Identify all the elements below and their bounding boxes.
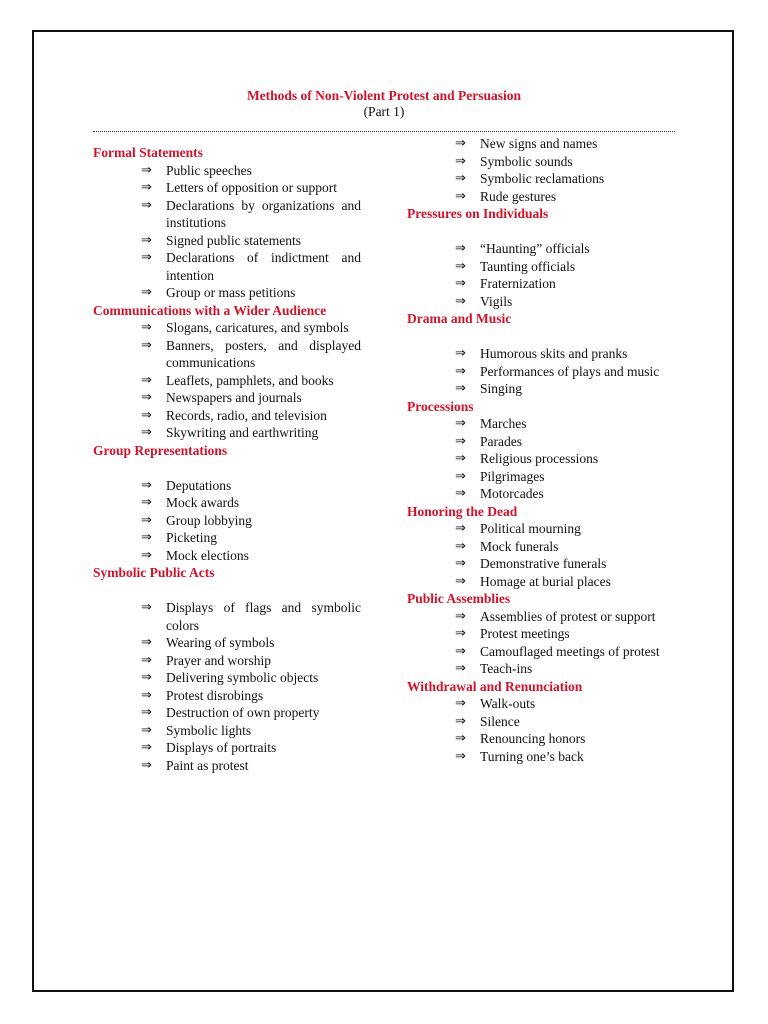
double-arrow-icon: ⇒ xyxy=(455,171,466,186)
list-item-text: Pilgrimages xyxy=(480,468,545,484)
list-item xyxy=(407,415,675,433)
double-arrow-icon: ⇒ xyxy=(455,188,466,204)
double-arrow-icon: ⇒ xyxy=(141,687,152,703)
double-arrow-icon: ⇒ xyxy=(141,232,152,248)
list-item-text: Motorcades xyxy=(480,486,544,501)
list-item-text: Prayer and worship xyxy=(166,652,271,668)
list-item xyxy=(407,188,675,206)
list-item xyxy=(407,643,675,661)
list-item-text: Religious processions xyxy=(480,451,599,466)
double-arrow-icon: ⇒ xyxy=(141,285,152,300)
double-arrow-icon: ⇒ xyxy=(141,635,152,650)
list-item-text: Mock awards xyxy=(166,495,240,510)
list-item xyxy=(93,424,361,442)
list-item xyxy=(93,319,361,337)
section-heading-processions: Processions xyxy=(407,398,474,414)
list-item xyxy=(407,293,675,311)
list-item-text: Banners, posters, and displayed communications xyxy=(166,337,361,370)
double-arrow-icon: ⇒ xyxy=(455,696,466,711)
list-item xyxy=(93,337,361,372)
list-item xyxy=(93,757,361,775)
section-heading-public-assemblies: Public Assemblies xyxy=(407,591,511,606)
section-heading-communications-with-a-wider-audience: Communications with a Wider Audience xyxy=(93,302,327,318)
section-heading-pressures-on-individuals: Pressures on Individuals xyxy=(407,206,549,221)
list-item-text: Skywriting and earthwriting xyxy=(166,425,319,440)
double-arrow-icon: ⇒ xyxy=(141,757,152,773)
double-arrow-icon: ⇒ xyxy=(455,346,466,361)
list-item-text: Displays of flags and symbolic colors xyxy=(166,600,361,633)
double-arrow-icon: ⇒ xyxy=(141,425,152,440)
list-item-text: Picketing xyxy=(166,530,217,545)
list-item xyxy=(407,748,675,766)
list-item xyxy=(407,713,675,731)
list-item-text: Symbolic lights xyxy=(166,722,252,738)
list-item-text: Protest disrobings xyxy=(166,687,264,703)
section-heading-honoring-the-dead: Honoring the Dead xyxy=(407,503,518,519)
list-item-text: Delivering symbolic objects xyxy=(166,670,319,685)
list-item xyxy=(93,389,361,407)
double-arrow-icon: ⇒ xyxy=(455,556,466,571)
list-item xyxy=(407,433,675,451)
list-item xyxy=(407,538,675,556)
left-column xyxy=(93,144,361,774)
list-item-text: Rude gestures xyxy=(480,188,557,204)
list-item xyxy=(93,599,361,634)
list-item-text: Letters of opposition or support xyxy=(166,180,337,195)
list-item xyxy=(407,625,675,643)
list-item-text: Performances of plays and music xyxy=(480,363,660,379)
list-item xyxy=(407,363,675,381)
list-item xyxy=(407,660,675,678)
list-item-text: Teach-ins xyxy=(480,661,533,676)
list-item-text: Slogans, caricatures, and symbols xyxy=(166,320,349,335)
section-heading-symbolic-public-acts: Symbolic Public Acts xyxy=(93,565,215,580)
list-item xyxy=(407,135,675,153)
list-item-text: Newspapers and journals xyxy=(166,390,302,405)
list-item-text: Mock elections xyxy=(166,547,249,563)
double-arrow-icon: ⇒ xyxy=(141,180,152,195)
double-arrow-icon: ⇒ xyxy=(141,477,152,493)
list-item xyxy=(93,722,361,740)
dotted-divider xyxy=(93,131,675,132)
list-item xyxy=(93,249,361,284)
list-item xyxy=(407,485,675,503)
list-item-text: Leaflets, pamphlets, and books xyxy=(166,372,334,388)
double-arrow-icon: ⇒ xyxy=(141,722,152,738)
double-arrow-icon: ⇒ xyxy=(141,705,152,720)
list-item-text: Declarations of indictment and intention xyxy=(166,250,361,283)
double-arrow-icon: ⇒ xyxy=(455,293,466,309)
list-item-text: Group or mass petitions xyxy=(166,285,296,300)
double-arrow-icon: ⇒ xyxy=(455,241,466,256)
list-item-text: Singing xyxy=(480,381,523,396)
list-item-text: Turning one’s back xyxy=(480,748,584,764)
list-item-text: Protest meetings xyxy=(480,626,570,641)
list-item xyxy=(407,345,675,363)
double-arrow-icon: ⇒ xyxy=(455,276,466,291)
double-arrow-icon: ⇒ xyxy=(141,652,152,668)
double-arrow-icon: ⇒ xyxy=(141,407,152,423)
list-item-text: Public speeches xyxy=(166,162,252,178)
double-arrow-icon: ⇒ xyxy=(455,521,466,536)
list-item xyxy=(93,634,361,652)
list-item xyxy=(93,407,361,425)
double-arrow-icon: ⇒ xyxy=(141,320,152,335)
list-item xyxy=(407,170,675,188)
list-item xyxy=(93,477,361,495)
list-item-text: Walk-outs xyxy=(480,696,536,711)
list-item-text: Camouflaged meetings of protest xyxy=(480,643,660,659)
double-arrow-icon: ⇒ xyxy=(455,573,466,589)
list-item-text: Group lobbying xyxy=(166,512,252,528)
double-arrow-icon: ⇒ xyxy=(455,433,466,449)
double-arrow-icon: ⇒ xyxy=(455,538,466,554)
list-item xyxy=(93,652,361,670)
list-item xyxy=(93,704,361,722)
list-item-text: Humorous skits and pranks xyxy=(480,346,628,361)
double-arrow-icon: ⇒ xyxy=(455,608,466,624)
list-item xyxy=(93,197,361,232)
double-arrow-icon: ⇒ xyxy=(141,162,152,178)
double-arrow-icon: ⇒ xyxy=(455,661,466,676)
double-arrow-icon: ⇒ xyxy=(141,390,152,405)
list-item-text: Mock funerals xyxy=(480,538,559,554)
double-arrow-icon: ⇒ xyxy=(455,258,466,274)
list-item xyxy=(93,372,361,390)
list-item-text: Wearing of symbols xyxy=(166,635,275,650)
double-arrow-icon: ⇒ xyxy=(141,670,152,685)
double-arrow-icon: ⇒ xyxy=(141,372,152,388)
double-arrow-icon: ⇒ xyxy=(141,512,152,528)
list-item-text: Political mourning xyxy=(480,521,581,536)
list-item-text: Declarations by organizations and institutions xyxy=(166,197,361,230)
list-item-text: Signed public statements xyxy=(166,232,301,248)
list-item xyxy=(407,450,675,468)
double-arrow-icon: ⇒ xyxy=(141,495,152,510)
list-item xyxy=(93,739,361,757)
list-item xyxy=(407,258,675,276)
double-arrow-icon: ⇒ xyxy=(141,250,152,265)
list-item-text: Paint as protest xyxy=(166,757,249,773)
section-heading-withdrawal-and-renunciation: Withdrawal and Renunciation xyxy=(407,678,583,694)
list-item xyxy=(407,608,675,626)
list-item xyxy=(407,468,675,486)
list-item xyxy=(93,179,361,197)
double-arrow-icon: ⇒ xyxy=(455,381,466,396)
double-arrow-icon: ⇒ xyxy=(455,153,466,169)
list-item-text: Renouncing honors xyxy=(480,731,586,746)
list-item xyxy=(407,153,675,171)
double-arrow-icon: ⇒ xyxy=(455,468,466,484)
list-item-text: Displays of portraits xyxy=(166,740,277,755)
double-arrow-icon: ⇒ xyxy=(141,740,152,755)
double-arrow-icon: ⇒ xyxy=(455,731,466,746)
list-item-text: Records, radio, and television xyxy=(166,407,327,423)
document-subtitle: (Part 1) xyxy=(363,104,405,119)
list-item xyxy=(407,520,675,538)
section-heading-group-representations: Group Representations xyxy=(93,442,228,458)
double-arrow-icon: ⇒ xyxy=(141,547,152,563)
double-arrow-icon: ⇒ xyxy=(455,451,466,466)
list-item-text: Marches xyxy=(480,416,527,431)
list-item xyxy=(407,240,675,258)
double-arrow-icon: ⇒ xyxy=(455,643,466,659)
double-arrow-icon: ⇒ xyxy=(141,197,152,213)
list-item xyxy=(407,380,675,398)
list-item-text: Demonstrative funerals xyxy=(480,556,607,571)
list-item xyxy=(93,162,361,180)
double-arrow-icon: ⇒ xyxy=(455,363,466,379)
section-heading-formal-statements: Formal Statements xyxy=(93,145,203,160)
list-item xyxy=(407,573,675,591)
list-item-text: “Haunting” officials xyxy=(480,241,590,256)
list-item-text: Symbolic reclamations xyxy=(480,171,605,186)
list-item-text: Silence xyxy=(480,713,520,729)
double-arrow-icon: ⇒ xyxy=(141,337,152,353)
list-item xyxy=(93,284,361,302)
double-arrow-icon: ⇒ xyxy=(141,530,152,545)
list-item-text: Homage at burial places xyxy=(480,573,611,589)
list-item xyxy=(93,232,361,250)
list-item-text: New signs and names xyxy=(480,136,598,151)
list-item-text: Deputations xyxy=(166,477,232,493)
double-arrow-icon: ⇒ xyxy=(455,748,466,764)
list-item-text: Taunting officials xyxy=(480,258,576,274)
list-item-text: Symbolic sounds xyxy=(480,153,573,169)
list-item-text: Destruction of own property xyxy=(166,705,320,720)
list-item xyxy=(93,512,361,530)
double-arrow-icon: ⇒ xyxy=(455,416,466,431)
list-item-text: Vigils xyxy=(480,293,513,309)
right-column xyxy=(407,135,675,765)
list-item xyxy=(407,730,675,748)
list-item xyxy=(93,669,361,687)
list-item xyxy=(407,695,675,713)
list-item xyxy=(93,494,361,512)
list-item xyxy=(407,555,675,573)
double-arrow-icon: ⇒ xyxy=(455,486,466,501)
double-arrow-icon: ⇒ xyxy=(455,136,466,151)
list-item xyxy=(93,687,361,705)
list-item-text: Fraternization xyxy=(480,276,556,291)
document-title: Methods of Non-Violent Protest and Persuasion xyxy=(246,88,522,103)
double-arrow-icon: ⇒ xyxy=(455,713,466,729)
list-item-text: Parades xyxy=(480,433,522,449)
section-heading-drama-and-music: Drama and Music xyxy=(407,311,512,326)
double-arrow-icon: ⇒ xyxy=(455,626,466,641)
double-arrow-icon: ⇒ xyxy=(141,600,152,615)
list-item xyxy=(93,547,361,565)
list-item xyxy=(407,275,675,293)
list-item xyxy=(93,529,361,547)
list-item-text: Assemblies of protest or support xyxy=(480,608,656,624)
